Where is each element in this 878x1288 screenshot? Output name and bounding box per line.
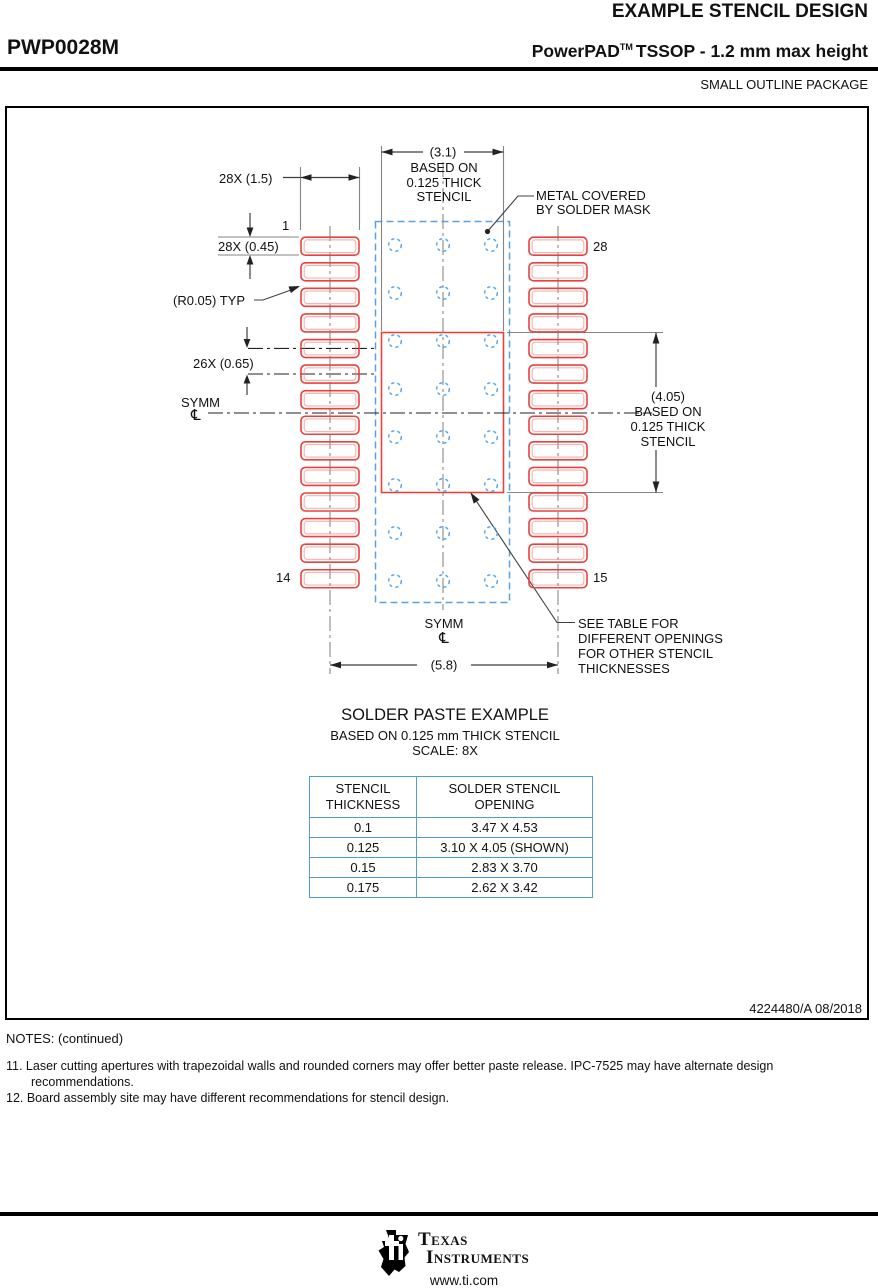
dim-label-pad-width: 28X (1.5) [219,171,273,186]
pin-14-label: 14 [276,570,291,585]
centerline-symbol-bottom: ℄ [439,630,449,647]
col-header-thickness [310,777,417,818]
pin-1-label: 1 [282,218,290,233]
subtitle-rest: TSSOP - 1.2 mm max height [635,41,868,61]
package-type-label: SMALL OUTLINE PACKAGE [700,77,868,92]
stencil-opening-table [309,776,593,898]
metal-covered-label-2: BY SOLDER MASK [536,202,651,217]
header-rule [0,67,878,71]
header-line: SOLDER STENCIL [448,781,561,796]
see-table-line-1: SEE TABLE FOR [578,616,679,631]
notes-list [6,1059,866,1108]
pin-28-label: 28 [593,239,608,254]
see-table-note [578,616,723,676]
dim-label-height-4-05: (4.05) [651,389,685,404]
ti-logo-icon [376,1229,409,1277]
dim-label-pitch: 26X (0.65) [193,356,254,371]
dim-label-corner-radius: (R0.05) TYP [173,293,246,308]
trademark-symbol: TM [619,42,633,53]
based-on-text: BASED ON [410,160,478,175]
table-cell: 3.10 X 4.05 (SHOWN) [417,838,593,858]
based-on-text: BASED ON [634,404,702,419]
table-row [310,858,593,878]
see-table-line-2: DIFFERENT OPENINGS [578,631,723,646]
table-header-row [310,777,593,818]
stencil-table-body [310,818,593,898]
stencil-note-top [407,161,482,205]
stencil-text: STENCIL [640,434,696,449]
table-cell: 3.47 X 4.53 [417,818,593,838]
website-link[interactable]: www.ti.com [429,1273,499,1288]
page-title: EXAMPLE STENCIL DESIGN [611,1,868,22]
part-number: PWP0028M [7,36,120,59]
table-cell: 0.15 [310,858,417,878]
dim-label-pad-height: 28X (0.45) [218,239,279,254]
symm-label-bottom: SYMM [424,616,464,631]
caption-title: SOLDER PASTE EXAMPLE [341,706,549,724]
pin-15-label: 15 [593,570,608,585]
table-cell: 2.83 X 3.70 [417,858,593,878]
caption-scale: SCALE: 8X [412,743,478,758]
col-header-opening [417,777,593,818]
note-item: 11. Laser cutting apertures with trapezoidal walls and rounded corners may offer better paste release. IPC-7525 may have alternate design recommendations. [6,1059,774,1089]
table-cell: 0.1 [310,818,417,838]
header-line: THICKNESS [325,797,401,812]
thickness-text: 0.125 THICK [630,419,706,434]
header-line: STENCIL [335,781,391,796]
metal-covered-label-1: METAL COVERED [536,188,646,203]
see-table-line-3: FOR OTHER STENCIL [578,646,714,661]
brand-name-instruments: Instruments [426,1247,530,1268]
table-cell: 0.175 [310,878,417,898]
footer-rule [0,1212,878,1216]
header-line: OPENING [474,797,535,812]
caption-subtitle: BASED ON 0.125 mm THICK STENCIL [330,728,560,743]
table-row [310,878,593,898]
stencil-text: STENCIL [416,189,472,204]
notes-heading: NOTES: (continued) [6,1031,124,1046]
subtitle-brand: PowerPAD [531,41,620,61]
drawing-number: 4224480/A 08/2018 [749,1001,862,1016]
note-item: 12. Board assembly site may have different recommendations for stencil design. [6,1091,450,1105]
package-subtitle [532,41,868,62]
stencil-note-right [631,389,706,449]
symm-label-left: SYMM [181,395,220,410]
dim-label-width-5-8: (5.8) [430,657,458,673]
see-table-line-4: THICKNESSES [578,661,670,676]
table-row [310,838,593,858]
brand-name-texas: Texas [418,1229,468,1250]
dim-label-width-3-1: (3.1) [429,144,457,160]
table-cell: 2.62 X 3.42 [417,878,593,898]
table-cell: 0.125 [310,838,417,858]
centerline-symbol-left: ℄ [191,407,201,424]
thickness-text: 0.125 THICK [406,174,482,190]
table-row [310,818,593,838]
